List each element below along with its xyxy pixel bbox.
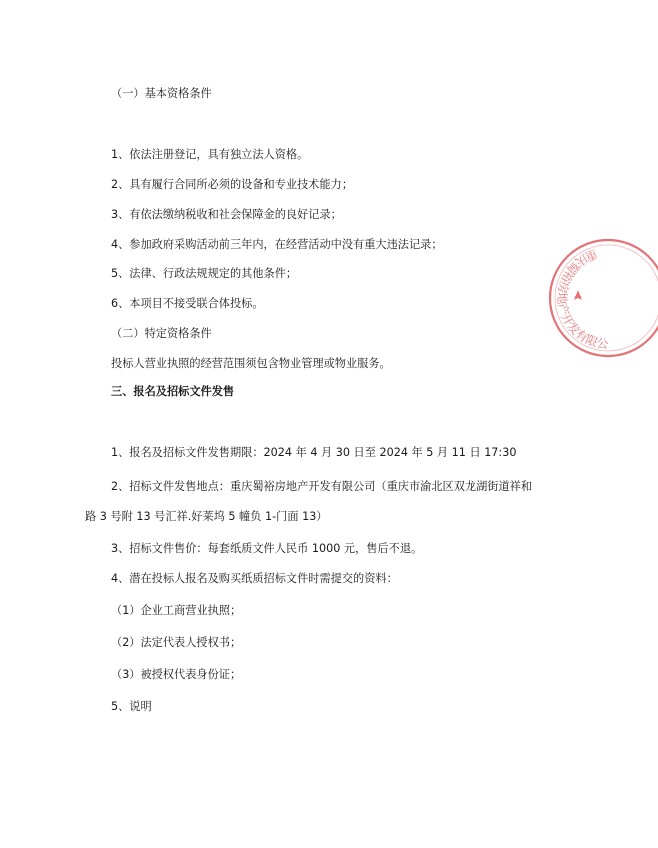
company-seal-stamp [541,227,658,358]
star-icon [574,290,582,300]
paragraph-item-5: 5、法律、行政法规规定的其他条件； [111,267,298,280]
paragraph-sale-period: 1、报名及招标文件发售期限：2024 年 4 月 30 日至 2024 年 5 月 11 日 17:30 [111,446,517,459]
paragraph-item-1: 1、依法注册登记，具有独立法人资格。 [111,148,309,161]
paragraph-item-3: 3、有依法缴纳税收和社会保障金的良好记录； [111,208,342,221]
paragraph-item-2: 2、具有履行合同所必须的设备和专业技术能力； [111,178,354,191]
list-item-business-license: （1）企业工商营业执照； [111,604,242,617]
paragraph-notes: 5、说明 [111,700,152,713]
paragraph-item-4: 4、参加政府采购活动前三年内，在经营活动中没有重大违法记录； [111,238,443,251]
list-item-representative-id: （3）被授权代表身份证； [111,668,242,681]
section-heading-specific-qualification: （二）特定资格条件 [111,327,212,340]
paragraph-item-6: 6、本项目不接受联合体投标。 [111,297,264,310]
paragraph-sale-location: 2、招标文件发售地点：重庆蜀裕房地产开发有限公司（重庆市渝北区双龙湖街道祥和 [111,480,533,493]
paragraph-specific-requirement: 投标人营业执照的经营范围须包含物业管理或物业服务。 [111,357,391,370]
list-item-authorization-letter: （2）法定代表人授权书； [111,636,242,649]
paragraph-sale-price: 3、招标文件售价：每套纸质文件人民币 1000 元，售后不退。 [111,542,423,555]
section-heading-basic-qualification: （一）基本资格条件 [111,87,212,100]
paragraph-required-documents: 4、潜在投标人报名及购买纸质招标文件时需提交的资料： [111,572,398,585]
paragraph-sale-location-cont: 路 3 号附 13 号汇祥.好莱坞 5 幢负 1-门面 13） [85,510,328,523]
seal-text: 重庆蜀裕房地产开发有限公司 [541,227,610,352]
section-heading-registration: 三、报名及招标文件发售 [111,385,235,398]
